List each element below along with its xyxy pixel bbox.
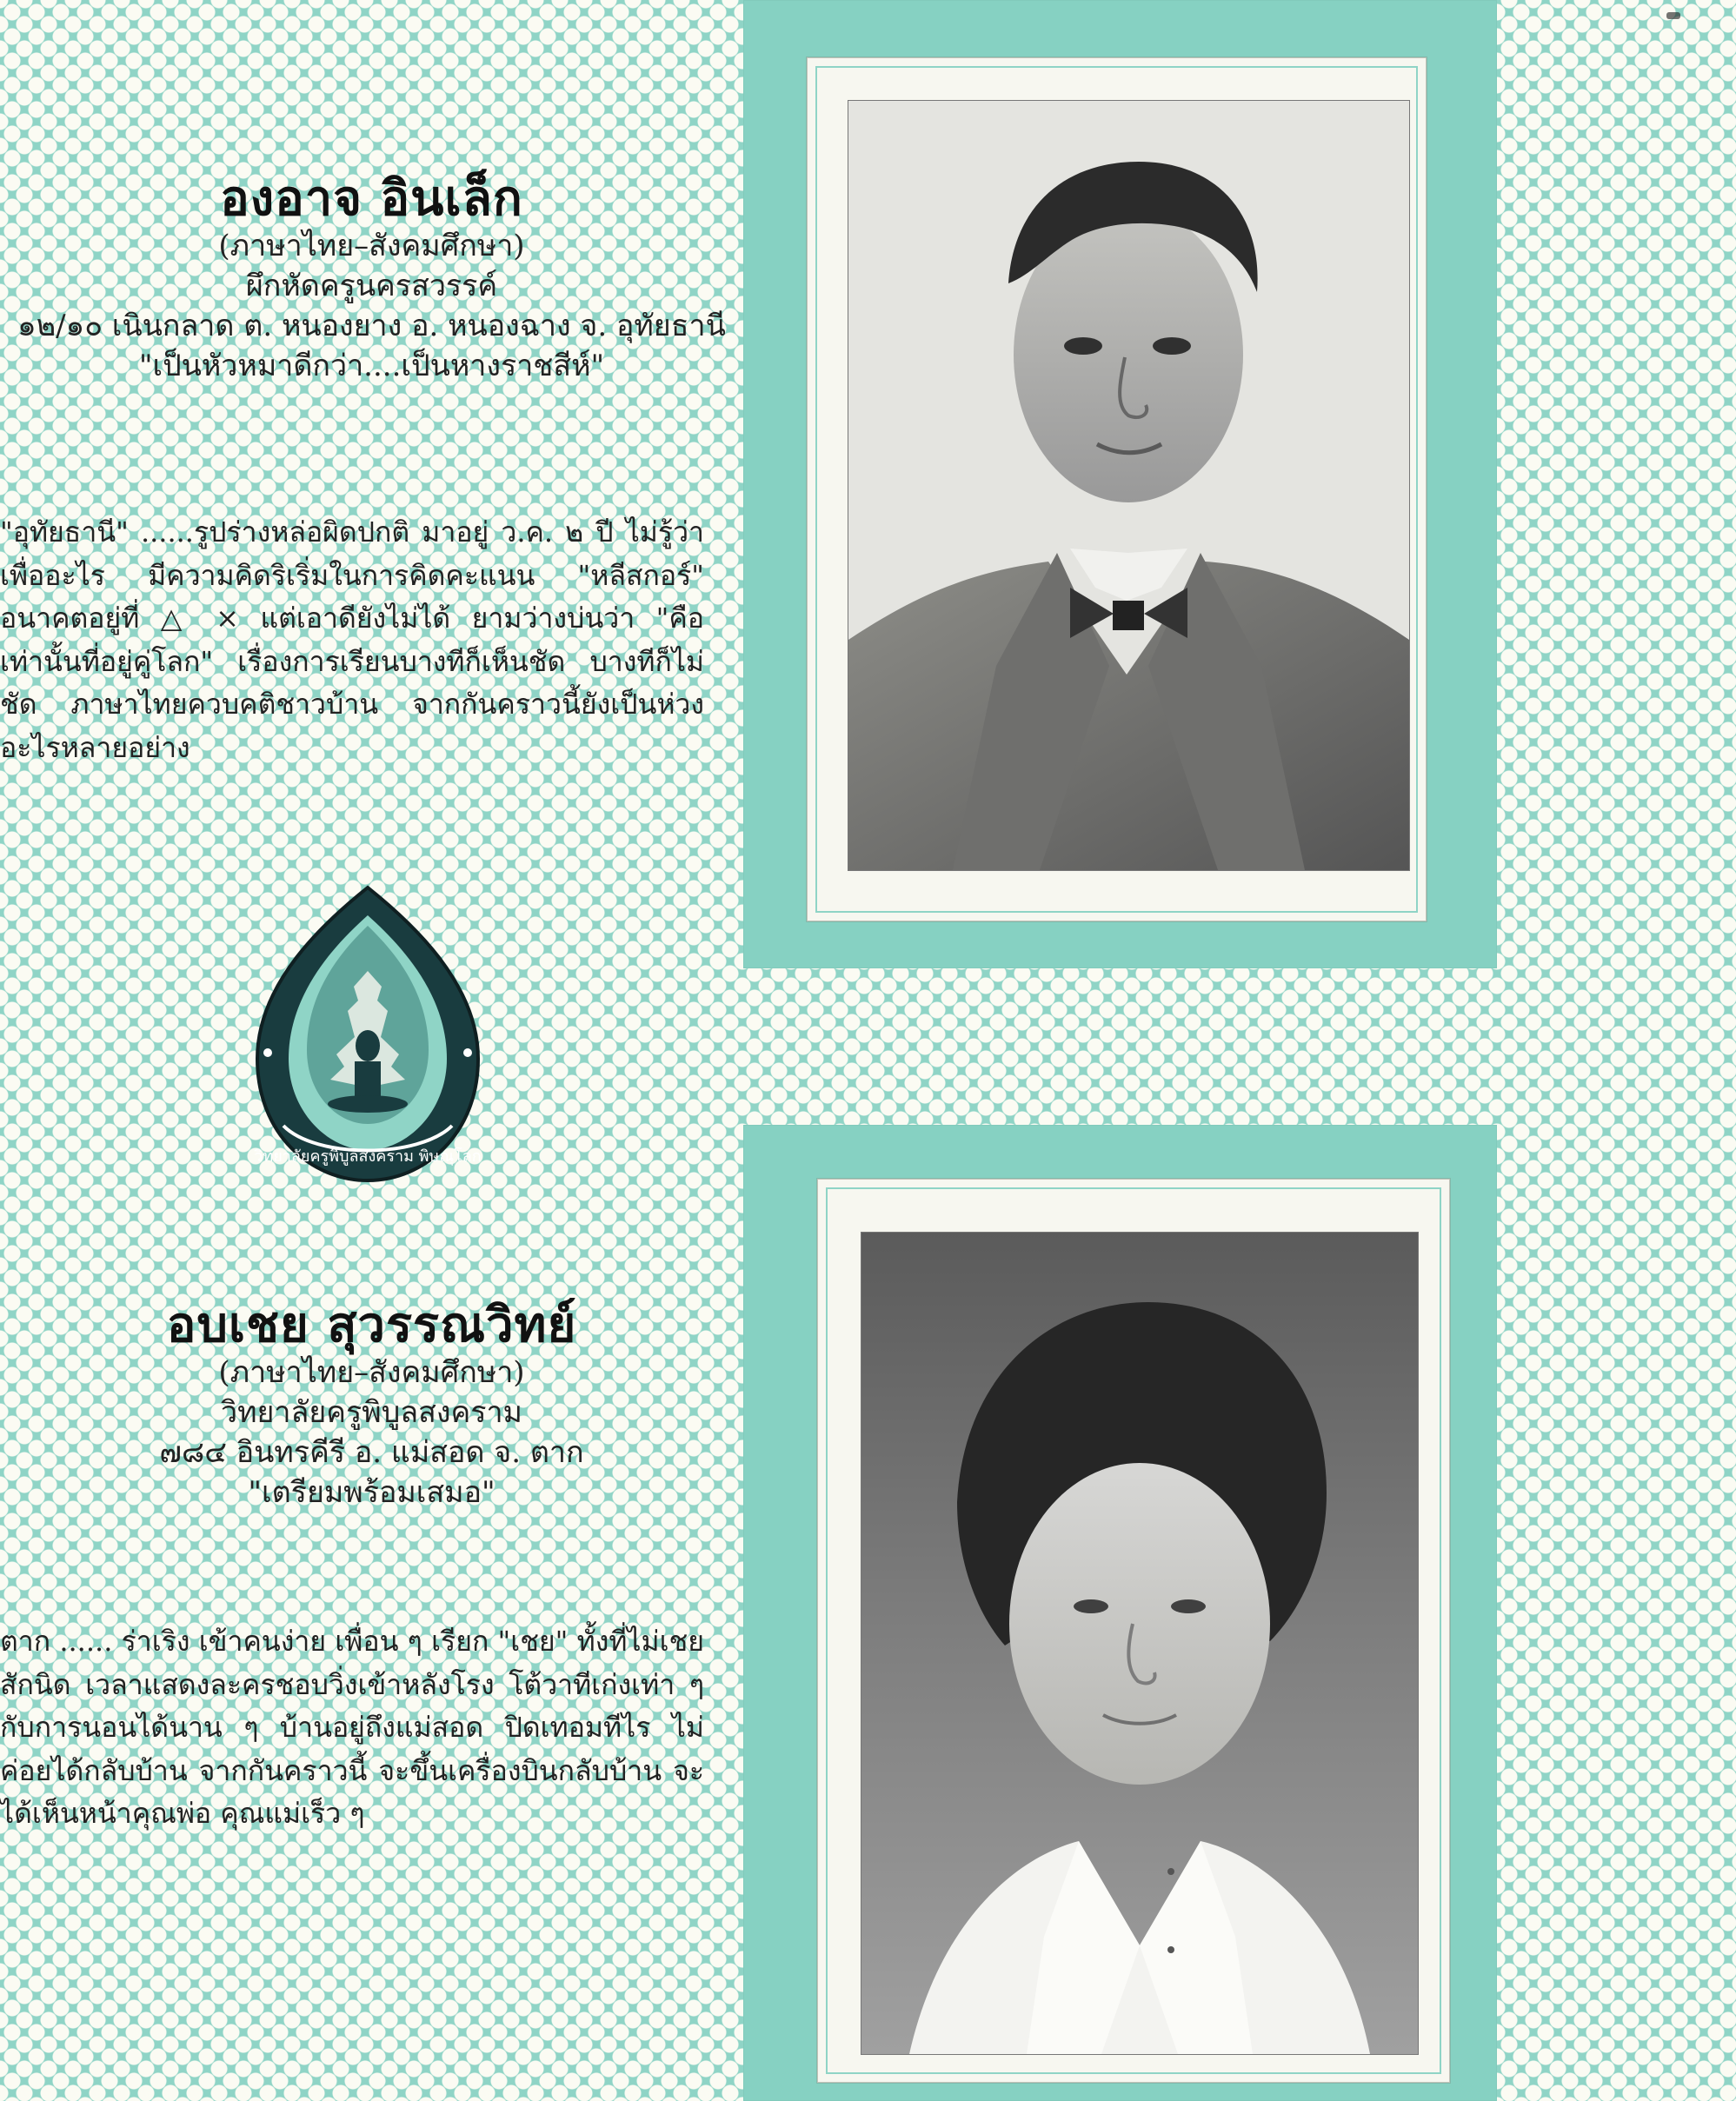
entry-bottom-institution: วิทยาลัยครูพิบูลสงคราม (221, 1394, 522, 1430)
entry-top-institution: ผึกหัดครูนครสวรรค์ (245, 268, 498, 303)
emblem-text: วิทยาลัยครูพิบูลสงคราม พิษณุโลก (254, 1147, 482, 1166)
portrait-man-svg (848, 101, 1409, 870)
entry-top-motto: "เป็นหัวหมาดีกว่า....เป็นหางราชสีห์" (138, 349, 605, 384)
entry-bottom-address: ๗๘๔ อินทรคีรี อ. แม่สอด จ. ตาก (159, 1435, 584, 1471)
entry-top-name: องอาจ อินเล็ก (220, 170, 523, 227)
emblem-svg (233, 881, 502, 1193)
entry-bottom (0, 1296, 743, 1513)
portrait-top (848, 100, 1410, 871)
entry-top (0, 172, 743, 387)
entry-bottom-motto: "เตรียมพร้อมเสมอ" (248, 1475, 496, 1511)
college-emblem (233, 881, 502, 1193)
entry-top-address: ๑๒/๑๐ เนินกลาด ต. หนองยาง อ. หนองฉาง จ. อุทัยธานี (17, 309, 726, 344)
entry-top-subject: (ภาษาไทย–สังคมศึกษา) (218, 228, 525, 263)
entry-top-bio: "อุทัยธานี" ......รูปร่างหล่อผิดปกติ มาอยู่ ว.ค. ๒ ปี ไม่รู้ว่าเพื่ออะไร มีความคิดริเริ่มในการคิดคะแนน "หลีสกอร์" อนาคตอยู่ที่ △ × แต่เอาดียังไม่ได้ ยามว่างบ่นว่า "คือเท่านั้นที่อยู่คู่โลก" เรื่องการเรียนบางทีก็เห็นชัด บางทีก็ไม่ชัด ภาษาไทยควบคติชาวบ้าน จากกันคราวนี้ยังเป็นห่วงอะไรหลายอย่าง (0, 515, 704, 764)
portrait-woman-svg (861, 1233, 1418, 2054)
portrait-bottom (861, 1232, 1419, 2055)
entry-bottom-subject: (ภาษาไทย–สังคมศึกษา) (218, 1354, 525, 1390)
entry-bottom-bio: ตาก ...... ร่าเริง เข้าคนง่าย เพื่อน ๆ เรียก "เชย" ทั้งที่ไม่เชยสักนิด เวลาแสดงละครชอบวิ่งเข้าหลังโรง โต้วาทีเก่งเท่า ๆ กับการนอนได้นาน ๆ บ้านอยู่ถึงแม่สอด ปิดเทอมทีไร ไม่ค่อยได้กลับบ้าน จากกันคราวนี้ จะขึ้นเครื่องบินกลับบ้าน จะได้เห็นหน้าคุณพ่อ คุณแม่เร็ว ๆ (0, 1625, 704, 1831)
entry-bottom-name: อบเชย สุวรรณวิทย์ (166, 1296, 577, 1353)
corner-mark (1666, 12, 1680, 19)
